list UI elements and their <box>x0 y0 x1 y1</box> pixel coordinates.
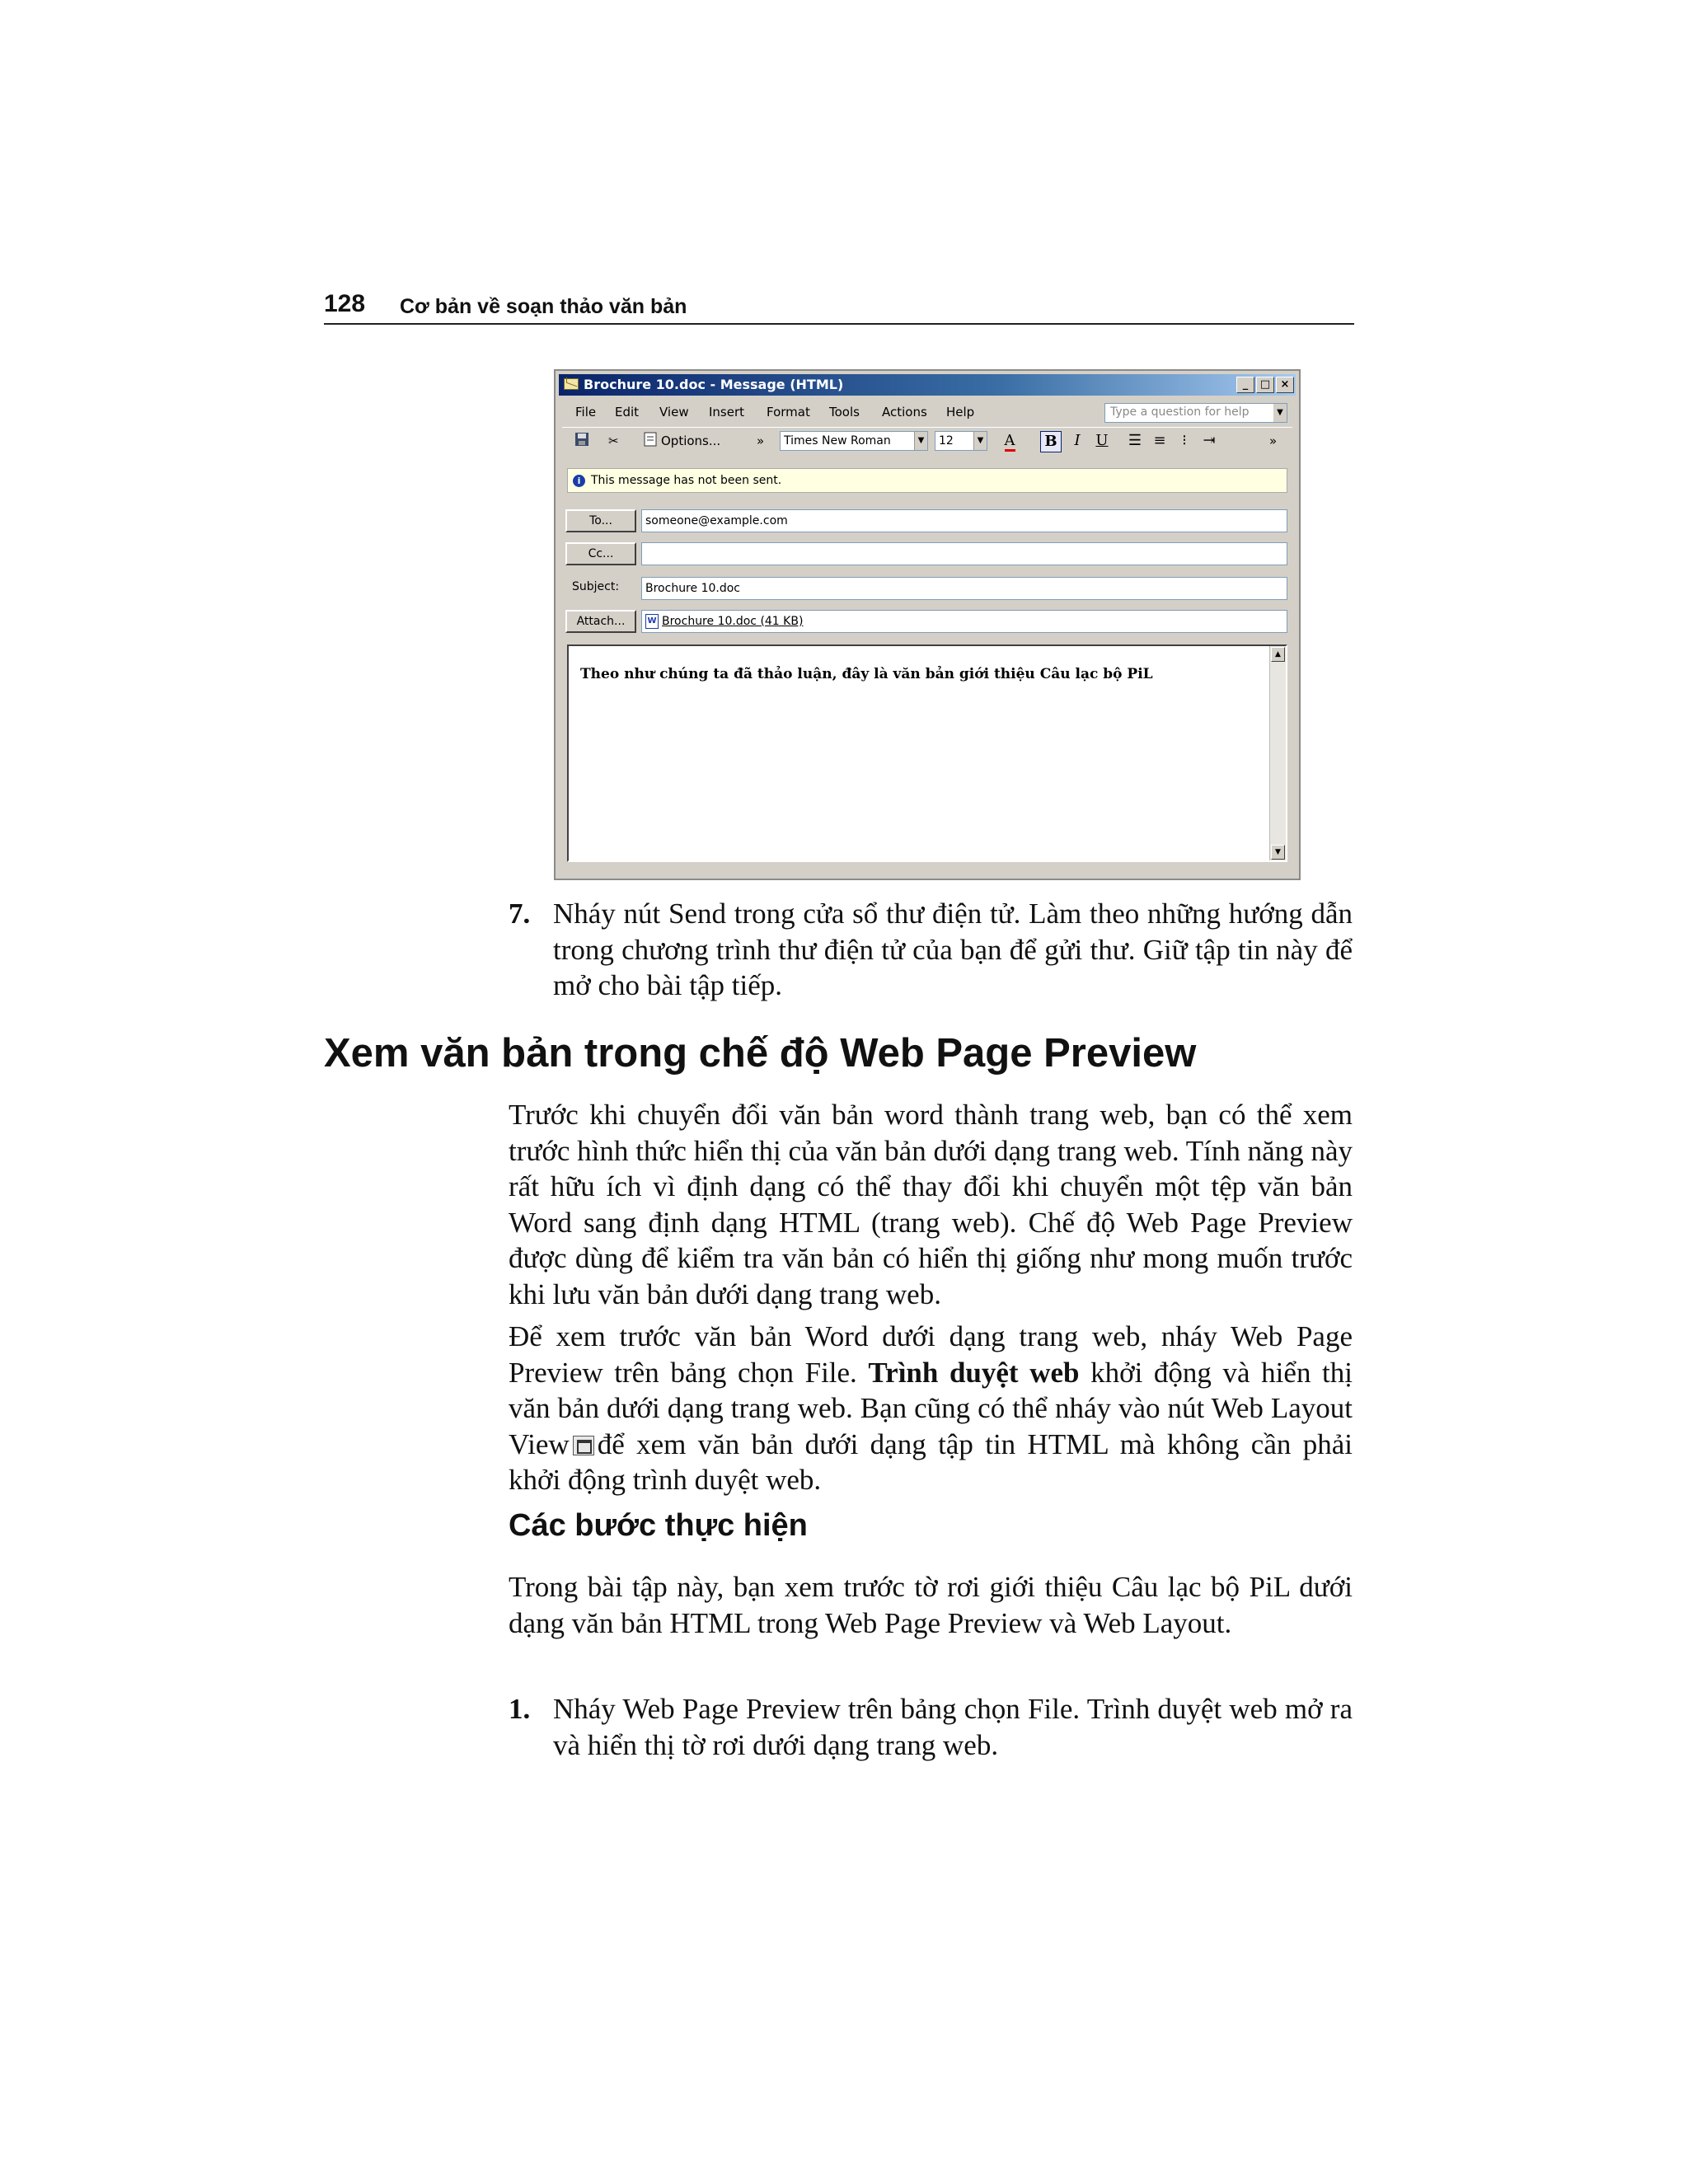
info-bar <box>567 468 1287 493</box>
paragraph-2 <box>509 1319 1353 1498</box>
step-number: 1. <box>509 1693 531 1725</box>
section-title: Xem văn bản trong chế độ Web Page Preview <box>324 1031 1197 1076</box>
menu-help[interactable]: Help <box>946 405 975 419</box>
web-layout-view-icon <box>573 1436 594 1455</box>
message-body[interactable] <box>567 644 1287 862</box>
menu-edit[interactable]: Edit <box>615 405 640 419</box>
running-header-title: Cơ bản về soạn thảo văn bản <box>400 295 687 318</box>
info-message: This message has not been sent. <box>591 474 782 487</box>
window-controls <box>1236 377 1294 393</box>
font-size-value: 12 <box>939 434 954 448</box>
to-field[interactable]: someone@example.com <box>641 509 1287 532</box>
menu-format[interactable]: Format <box>767 405 810 419</box>
scroll-down-icon[interactable]: ▼ <box>1271 845 1285 860</box>
subsection-title: Các bước thực hiện <box>509 1508 808 1543</box>
menu-tools[interactable]: Tools <box>829 405 860 419</box>
paragraph-3: Trong bài tập này, bạn xem trước tờ rơi giới thiệu Câu lạc bộ PiL dưới dạng văn bản HTML trong Web Page Preview và Web Layout. <box>509 1571 1353 1639</box>
cut-icon[interactable]: ✂ <box>608 434 619 448</box>
message-body-text: Theo như chúng ta đã thảo luận, đây là văn bản giới thiệu Câu lạc bộ PiL <box>580 666 1153 682</box>
cc-field[interactable] <box>641 542 1287 565</box>
envelope-icon <box>564 378 579 390</box>
bullets-icon[interactable]: ⁝ <box>1182 432 1187 449</box>
step-number: 7. <box>509 898 531 930</box>
attach-button[interactable]: Attach... <box>565 610 636 633</box>
vertical-scrollbar[interactable] <box>1269 646 1286 860</box>
menu-bar <box>562 402 1292 424</box>
word-doc-icon: W <box>645 614 659 629</box>
step-text: Nháy Web Page Preview trên bảng chọn File. Trình duyệt web mở ra và hiển thị tờ rơi dưới dạng trang web. <box>553 1693 1353 1761</box>
font-color-icon[interactable]: A <box>999 431 1020 452</box>
close-button[interactable]: × <box>1276 377 1294 393</box>
font-size-combo[interactable] <box>935 431 987 451</box>
indent-icon[interactable]: ⇥ <box>1203 432 1216 449</box>
toolbar <box>562 427 1292 453</box>
paragraph-1: Trước khi chuyển đổi văn bản word thành trang web, bạn có thể xem trước hình thức hiển thị của văn bản dưới dạng trang web. Tính năng này rất hữu ích vì định dạng có thể thay đổi khi chuyển một tệp văn bản Word sang định dạng HTML (trang web). Chế độ Web Page Preview được dùng để kiểm tra văn bản có hiển thị giống như mong muốn trước khi lưu văn bản dưới dạng trang web. <box>509 1099 1353 1310</box>
save-icon[interactable] <box>574 431 590 451</box>
paragraph-2-bold: Trình duyệt web <box>868 1356 1080 1389</box>
help-placeholder: Type a question for help <box>1110 405 1250 419</box>
align-center-icon[interactable]: ≡ <box>1153 432 1166 449</box>
message-window <box>554 369 1301 880</box>
to-button[interactable]: To... <box>565 509 636 532</box>
window-title: Brochure 10.doc - Message (HTML) <box>584 377 844 392</box>
dropdown-arrow-icon[interactable]: ▼ <box>914 432 927 450</box>
toolbar-more-icon[interactable]: » <box>1269 434 1278 448</box>
minimize-button[interactable]: _ <box>1236 377 1254 393</box>
align-left-icon[interactable]: ☰ <box>1128 432 1142 449</box>
running-header <box>324 290 1354 325</box>
italic-button[interactable]: I <box>1074 432 1081 449</box>
step-text: Nháy nút Send trong cửa sổ thư điện tử. Làm theo những hướng dẫn trong chương trình thư điện tử của bạn để gửi thư. Giữ tập tin này để mở cho bài tập tiếp. <box>553 898 1353 1001</box>
bold-button[interactable]: B <box>1040 431 1062 452</box>
subject-field[interactable]: Brochure 10.doc <box>641 577 1287 600</box>
scroll-up-icon[interactable]: ▲ <box>1271 647 1285 662</box>
toolbar-more-icon[interactable]: » <box>757 434 765 448</box>
window-titlebar <box>559 374 1296 396</box>
font-name-value: Times New Roman <box>784 434 891 448</box>
dropdown-arrow-icon[interactable]: ▼ <box>973 432 987 450</box>
options-button[interactable]: Options... <box>661 434 721 448</box>
underline-button[interactable]: U <box>1095 432 1109 449</box>
menu-file[interactable]: File <box>575 405 597 419</box>
maximize-button[interactable]: □ <box>1256 377 1274 393</box>
paragraph-2-part-3: để xem văn bản dưới dạng tập tin HTML mà không cần phải khởi động trình duyệt web. <box>509 1427 1353 1496</box>
attachment-field[interactable] <box>641 610 1287 633</box>
paragraph-2-part-2: khởi động và hiển thị văn bản dưới dạng trang web. Bạn cũng có thể nháy vào nút Web Layout View <box>509 1356 1353 1460</box>
cc-button[interactable]: Cc... <box>565 542 636 565</box>
dropdown-arrow-icon[interactable]: ▼ <box>1273 404 1287 422</box>
options-icon[interactable] <box>643 431 659 451</box>
menu-insert[interactable]: Insert <box>709 405 745 419</box>
subject-label: Subject: <box>572 580 620 593</box>
info-icon: i <box>573 475 585 487</box>
step-7 <box>509 896 1353 1004</box>
menu-actions[interactable]: Actions <box>882 405 927 419</box>
step-1 <box>509 1691 1353 1763</box>
page-number: 128 <box>324 290 366 317</box>
font-name-combo[interactable] <box>780 431 928 451</box>
paragraph-2-part-1: Để xem trước văn bản Word dưới dạng trang web, nháy Web Page Preview trên bảng chọn File. <box>509 1320 1353 1389</box>
menu-view[interactable]: View <box>659 405 689 419</box>
help-search-box[interactable] <box>1104 403 1287 423</box>
attachment-link[interactable]: Brochure 10.doc (41 KB) <box>662 615 804 628</box>
